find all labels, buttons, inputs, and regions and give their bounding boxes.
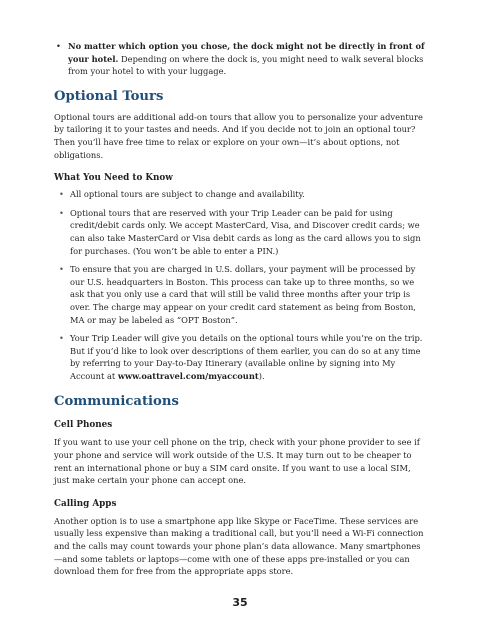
optional-tours-list: [54, 188, 426, 382]
list-item-text: All optional tours are subject to change and availability.: [70, 189, 305, 200]
list-item: [54, 188, 426, 201]
list-item: [54, 263, 426, 326]
bullet-marker: •: [56, 41, 61, 51]
bullet-marker: •: [59, 189, 64, 200]
calling-apps-heading: Calling Apps: [54, 498, 117, 509]
list-item-text: To ensure that you are charged in U.S. dollars, your payment will be processed by our U.S. headquarters in Boston. This process can take up to three months, so we ask that you only use a card that will still be valid three months after your trip is over. The charge may appear on your credit card statement as being from Boston, MA or may be labeled as “OPT Boston”.: [70, 264, 416, 325]
list-item: [54, 332, 426, 382]
bullet-marker: •: [59, 333, 64, 344]
itinerary-text: Your Trip Leader will give you details on the optional tours while you’re on the trip. But if you’d like to look over descriptions of them earlier, you can do so at any time by referring to your Day-to-Day Itinerary (available online by signing into My Account at: [70, 333, 423, 381]
dock-location-bullet: [54, 40, 426, 78]
itinerary-text-end: ).: [258, 370, 265, 381]
cell-phones-text: If you want to use your cell phone on the trip, check with your phone provider to see if your phone and service will work outside of the U.S. It may turn out to be cheaper to rent an international phone or buy a SIM card onsite. If you want to use a local SIM, just make certain your phone can accept one.: [54, 437, 420, 486]
calling-apps-text: Another option is to use a smartphone app like Skype or FaceTime. These services are usually less expensive than making a traditional call, but you’ll need a Wi-Fi connection and the calls may count towards your phone plan’s data allowance. Many smartphones—and some tablets or laptops—come with one of these apps pre-installed or you can download them for free from the appropriate apps store.: [54, 515, 424, 577]
list-item: [54, 207, 426, 257]
optional-tours-intro: Optional tours are additional add-on tours that allow you to personalize your adventure by tailoring it to your tastes and needs. And if you decide not to join an optional tour? Then you’ll have free time to relax or explore on your own—it’s about options, not obligations.: [54, 111, 423, 160]
what-you-need-to-know-heading: What You Need to Know: [54, 173, 173, 184]
dock-location-bold: No matter which option you chose, the dock might not be directly in front of your hotel.: [68, 41, 425, 64]
document-page: [54, 40, 426, 578]
list-item-text: Optional tours that are reserved with your Trip Leader can be paid for using credit/debit cards only. We accept MasterCard, Visa, and Discover credit cards; we can also take MasterCard or Visa debit cards as long as the card allows you to sign for purchases. (You won’t be able to enter a PIN.): [70, 207, 421, 256]
optional-tours-heading: Optional Tours: [54, 88, 164, 104]
cell-phones-heading: Cell Phones: [54, 420, 113, 431]
bullet-marker: •: [59, 264, 64, 275]
myaccount-link[interactable]: www.oattravel.com/myaccount: [117, 370, 259, 381]
page-number: 35: [232, 596, 248, 609]
dock-location-text: [68, 40, 426, 78]
communications-heading: Communications: [54, 394, 179, 410]
list-item-text: [70, 332, 426, 382]
dock-location-rest: Depending on where the dock is, you might need to walk several blocks from your hotel to with your luggage.: [68, 53, 424, 77]
bullet-marker: •: [59, 207, 64, 218]
